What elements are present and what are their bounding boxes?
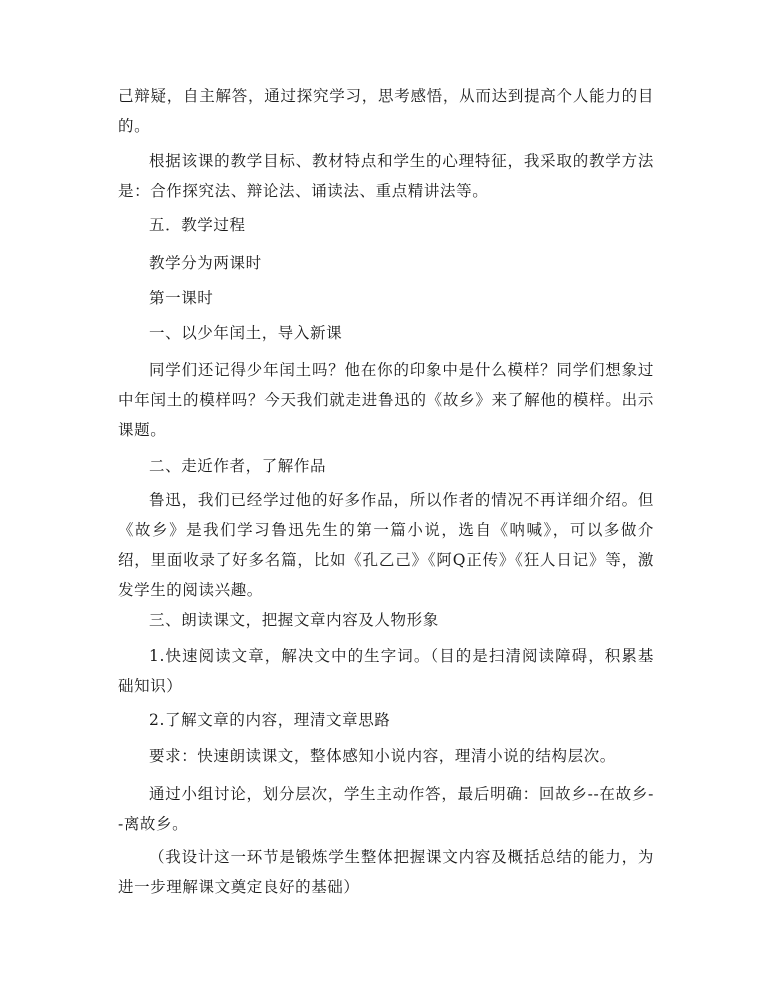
section-heading-teaching-process: 五．教学过程 [149, 216, 246, 234]
paragraph-step-one: 同学们还记得少年闰土吗？他在你的印象中是什么模样？同学们想象过中年闰土的模样吗？今天我们就走进鲁迅的《故乡》来了解他的模样。出示课题。 [118, 361, 654, 439]
paragraph-design-note: （我设计这一环节是锻炼学生整体把握课文内容及概括总结的能力，为进一步理解课文奠定良好的基础） [118, 848, 654, 896]
heading-step-three: 三、朗读课文，把握文章内容及人物形象 [149, 611, 439, 629]
paragraph-item-two: 2.了解文章的内容，理清文章思路 [149, 711, 391, 729]
paragraph-two-lessons: 教学分为两课时 [149, 254, 262, 272]
paragraph-teaching-methods: 根据该课的教学目标、教材特点和学生的心理特征，我采取的教学方法是：合作探究法、辩论法、诵读法、重点精讲法等。 [118, 152, 654, 200]
heading-step-two: 二、走近作者，了解作品 [149, 457, 327, 475]
paragraph-step-two: 鲁迅，我们已经学过他的好多作品，所以作者的情况不再详细介绍。但《故乡》是我们学习鲁迅先生的第一篇小说，选自《呐喊》，可以多做介绍，里面收录了好多名篇，比如《孔乙己》《阿Q正传》《狂人日记》等，激发学生的阅读兴趣。 [118, 491, 654, 599]
paragraph-continuation: 己辩疑，自主解答，通过探究学习，思考感悟，从而达到提高个人能力的目的。 [118, 87, 654, 135]
heading-step-one: 一、以少年闰土，导入新课 [149, 324, 343, 342]
paragraph-requirement: 要求：快速朗读课文，整体感知小说内容，理清小说的结构层次。 [149, 747, 616, 765]
heading-first-lesson: 第一课时 [149, 289, 214, 307]
paragraph-group-discussion: 通过小组讨论，划分层次，学生主动作答，最后明确：回故乡--在故乡--离故乡。 [118, 785, 654, 833]
paragraph-item-one: 1.快速阅读文章，解决文中的生字词。（目的是扫清阅读障碍，积累基础知识） [118, 647, 654, 695]
